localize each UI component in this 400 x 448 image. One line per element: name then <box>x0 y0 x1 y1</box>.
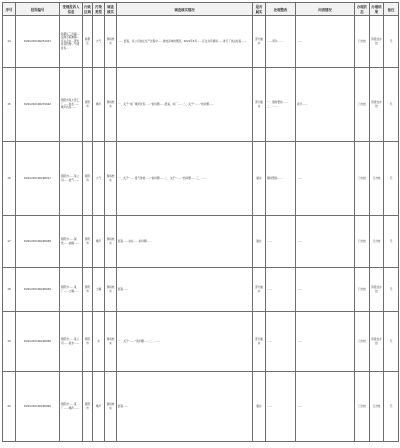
pollution-type: 水 <box>93 312 105 372</box>
true-flag: 属实 <box>253 216 266 268</box>
accountability-text: …… <box>296 372 355 442</box>
note: 无 <box>384 268 399 312</box>
header-cell: 处理整改 <box>266 3 296 16</box>
check-method: 现场核实 <box>105 312 117 372</box>
accountability-text: 责令…… <box>296 68 355 142</box>
check-method: 现场核实 <box>105 68 117 142</box>
finding-text: 一、关于“……”的问题……二、…… <box>117 312 253 372</box>
row-number: 17 <box>3 216 16 268</box>
true-flag: 属实 <box>253 372 266 442</box>
pollution-type: 噪声 <box>93 68 105 142</box>
table-row <box>3 142 399 216</box>
table-row <box>3 216 399 268</box>
row-number: 18 <box>3 268 16 312</box>
header-cell: 办理结果 <box>370 3 384 16</box>
complaint-table <box>2 2 399 442</box>
row-number: 15 <box>3 68 16 142</box>
header-cell: 污染类型 <box>93 3 105 16</box>
complaint-subject: 简阳市……某厂……土壤…… <box>60 268 83 312</box>
header-cell: 问责情况 <box>296 3 355 16</box>
status: 已办结 <box>355 372 370 442</box>
header-cell: 受理投诉人信息 <box>60 3 83 16</box>
check-method: 现场核实 <box>105 268 117 312</box>
complaint-code: D2SC202106290049 <box>16 268 60 312</box>
header-cell: 投诉编号 <box>16 3 60 16</box>
header-cell: 序号 <box>3 3 16 16</box>
check-method: 现场核实 <box>105 372 117 442</box>
rectify-text: ……责令…… <box>266 16 296 68</box>
accountability-text: …… <box>296 16 355 68</box>
pollution-type: 大气 <box>93 16 105 68</box>
rectify-text: 一、限时整改……二、…… <box>266 68 296 142</box>
complaint-subject: 简阳市……某厂……噪声…… <box>60 372 83 442</box>
result: 阶段性办结 <box>370 68 384 142</box>
district: 简阳市 <box>83 312 93 372</box>
accountability-text: …… <box>296 142 355 216</box>
finding-text: 经查……存在……的问题…… <box>117 216 253 268</box>
status: 已办结 <box>355 216 370 268</box>
result: 已办结 <box>370 372 384 442</box>
true-flag: 部分属实 <box>253 312 266 372</box>
header-cell: 是否属实 <box>253 3 266 16</box>
district: 简阳市 <box>83 68 93 142</box>
complaint-code: D2SC202106270042 <box>16 68 60 142</box>
complaint-code: D2SC202106290056 <box>16 312 60 372</box>
row-number: 20 <box>3 372 16 442</box>
district: 新都区 <box>83 16 93 68</box>
note: 无 <box>384 16 399 68</box>
finding-text: 一、关于“……废气排放……”的问题……二、关于“……”的问题……三、…… <box>117 142 253 216</box>
row-number: 14 <box>3 16 16 68</box>
note: 无 <box>384 312 399 372</box>
table-row <box>3 16 399 68</box>
pollution-type: 土壤 <box>93 268 105 312</box>
result: 已办结 <box>370 216 384 268</box>
complaint-subject: 新都区三河镇…反映石板滩镇…有关企业…挥发性有机物…气味扰民… <box>60 16 83 68</box>
pollution-type: 大气 <box>93 142 105 216</box>
note: 无 <box>384 216 399 268</box>
note: 无 <box>384 372 399 442</box>
status: 已办结 <box>355 142 370 216</box>
district: 简阳市 <box>83 216 93 268</box>
table-row <box>3 268 399 312</box>
header-cell: 备注 <box>384 3 399 16</box>
complaint-subject: 简阳市……餐饮……油烟…… <box>60 216 83 268</box>
district: 简阳市 <box>83 142 93 216</box>
header-cell: 行政区域 <box>83 3 93 16</box>
status: 已办结 <box>355 312 370 372</box>
rectify-text: …… <box>266 312 296 372</box>
status: 已办结 <box>355 16 370 68</box>
rectify-text: …… <box>266 372 296 442</box>
complaint-subject: 简阳市……某公司……废气…… <box>60 142 83 216</box>
accountability-text: …… <box>296 216 355 268</box>
header-cell: 调查核实 <box>105 3 117 16</box>
table-row <box>3 68 399 142</box>
true-flag: 部分属实 <box>253 268 266 312</box>
result: 阶段性办结 <box>370 16 384 68</box>
row-number: 19 <box>3 312 16 372</box>
header-cell: 办理状态 <box>355 3 370 16</box>
result: 已办结 <box>370 142 384 216</box>
complaint-code: D2SC202106251023 <box>16 16 60 68</box>
check-method: 现场核实 <box>105 142 117 216</box>
check-method: 现场核实 <box>105 216 117 268</box>
true-flag: 部分属实 <box>253 16 266 68</box>
result: 阶段性办结 <box>370 312 384 372</box>
accountability-text: …… <box>296 268 355 312</box>
table-row <box>3 312 399 372</box>
header-cell: 调查核实情况 <box>117 3 253 16</box>
complaint-subject: 简阳市……某公司……废水…… <box>60 312 83 372</box>
true-flag: 部分属实 <box>253 68 266 142</box>
table-header-row <box>3 3 399 16</box>
complaint-code: D2SC202106290060 <box>16 372 60 442</box>
finding-text: 一、关于“该厂噪声扰民……”的问题……经查，该厂……二、关于“……”的问题…… <box>117 68 253 142</box>
rectify-text: 限时整改…… <box>266 142 296 216</box>
finding-text: 经查…… <box>117 268 253 312</box>
complaint-subject: 简阳市某大型工厂……存在……噪声扰民…… <box>60 68 83 142</box>
pollution-type: 噪声 <box>93 216 105 268</box>
status: 已办结 <box>355 268 370 312</box>
finding-text: …… 经查，该公司存在生产过程中……排放异味的情况。2021年6月……区生态环境局……进行了执法检查…… <box>117 16 253 68</box>
complaint-code: D2SC202106290048 <box>16 216 60 268</box>
status: 已办结 <box>355 68 370 142</box>
complaint-code: D2SC202106290017 <box>16 142 60 216</box>
district: 简阳市 <box>83 372 93 442</box>
rectify-text: …… <box>266 268 296 312</box>
row-number: 16 <box>3 142 16 216</box>
finding-text: 经查…… <box>117 372 253 442</box>
table-row <box>3 372 399 442</box>
note: 无 <box>384 68 399 142</box>
pollution-type: 噪声 <box>93 372 105 442</box>
note: 无 <box>384 142 399 216</box>
true-flag: 属实 <box>253 142 266 216</box>
rectify-text: …… <box>266 216 296 268</box>
result: 阶段性办结 <box>370 268 384 312</box>
check-method: 现场核实 <box>105 16 117 68</box>
accountability-text: …… <box>296 312 355 372</box>
district: 简阳市 <box>83 268 93 312</box>
